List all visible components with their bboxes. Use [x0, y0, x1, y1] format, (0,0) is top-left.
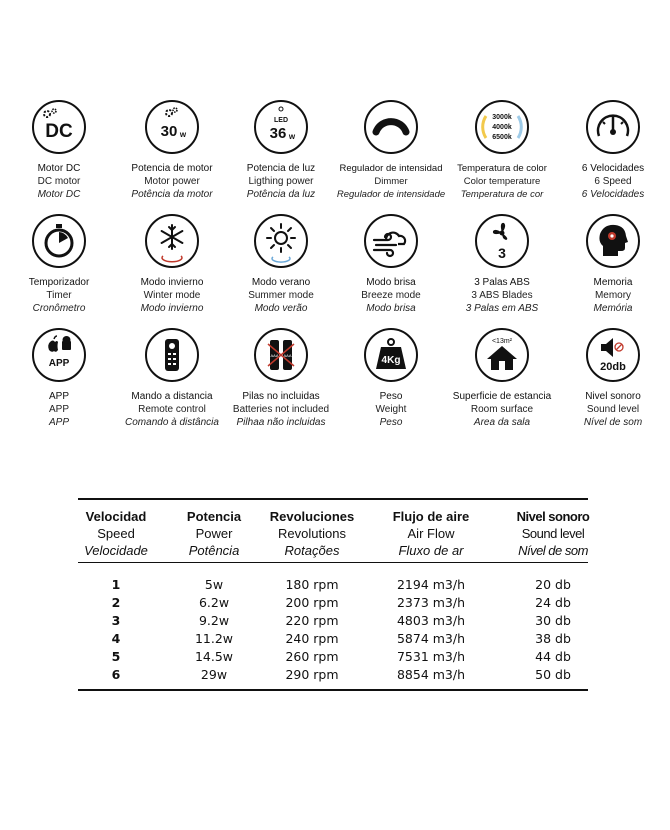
feature-english: Remote control [138, 404, 206, 415]
table-top-rule [78, 498, 588, 500]
feature-title: Potencia de motor [131, 163, 213, 174]
svg-text:36: 36 [269, 125, 287, 142]
cell-sound-level: 24 db [535, 595, 571, 610]
table-bottom-rule [78, 689, 588, 691]
feature-title: Nivel sonoro [585, 391, 641, 402]
header-power: Potencia Power Potência [186, 509, 242, 558]
svg-text:AAA: AAA [283, 353, 292, 358]
dc-motor-icon [32, 100, 86, 154]
weight-icon [364, 328, 418, 382]
cell-sound-level: 38 db [535, 631, 571, 646]
feature-portuguese: Memória [593, 303, 633, 314]
table-row [78, 594, 588, 612]
table-header-rule [78, 562, 588, 563]
svg-text:w: w [288, 132, 296, 141]
cell-speed: 5 [111, 649, 121, 664]
cell-speed: 1 [111, 577, 121, 592]
feature-english: Breeze mode [361, 290, 421, 301]
feature-sound-level [551, 328, 670, 429]
room-surface-icon [475, 328, 529, 382]
feature-title: Memoria [593, 277, 633, 288]
timer-icon [32, 214, 86, 268]
feature-title: Modo invierno [140, 277, 204, 288]
feature-batteries [219, 328, 343, 429]
table-row [78, 612, 588, 630]
feature-english: Ligthing power [248, 176, 314, 187]
table-body [78, 576, 588, 684]
feature-portuguese: Potência da luz [246, 189, 316, 200]
feature-app [0, 328, 121, 429]
feature-title: Superficie de estancia [452, 391, 552, 402]
cell-revolutions: 290 rpm [285, 667, 339, 682]
feature-remote-control [110, 328, 234, 429]
remote-control-icon [145, 328, 199, 382]
svg-text:30: 30 [160, 123, 178, 140]
feature-english: Motor power [144, 176, 200, 187]
feature-portuguese: Nível de som [583, 417, 643, 428]
cell-power: 11.2w [194, 631, 234, 646]
app-icon [32, 328, 86, 382]
feature-row [0, 100, 670, 220]
feature-english: APP [48, 404, 69, 415]
cell-power: 29w [200, 667, 228, 682]
cell-power: 5w [204, 577, 224, 592]
cell-air-flow: 7531 m3/h [396, 649, 466, 664]
feature-english: Winter mode [143, 290, 201, 301]
cell-power: 6.2w [198, 595, 230, 610]
feature-english: Summer mode [248, 290, 314, 301]
feature-english: 3 ABS Blades [471, 290, 533, 301]
feature-title: Mando a distancia [131, 391, 213, 402]
feature-portuguese: Motor DC [37, 189, 81, 200]
cell-speed: 4 [111, 631, 121, 646]
cell-power: 14.5w [194, 649, 234, 664]
feature-title: Peso [379, 391, 403, 402]
feature-portuguese: Comando à distância [125, 417, 219, 428]
feature-motor-power [110, 100, 234, 201]
header-air-flow: Flujo de aire Air Flow Fluxo de ar [392, 509, 470, 558]
cell-air-flow: 2373 m3/h [396, 595, 466, 610]
feature-title: 3 Palas ABS [474, 277, 530, 288]
feature-title: 6 Velocidades [581, 163, 645, 174]
svg-text:DC: DC [45, 121, 73, 142]
cell-revolutions: 260 rpm [285, 649, 339, 664]
table-row [78, 576, 588, 594]
cell-sound-level: 44 db [535, 649, 571, 664]
feature-summer-mode [219, 214, 343, 315]
feature-portuguese: Peso [379, 417, 403, 428]
winter-snowflake-icon [145, 214, 199, 268]
table-row [78, 630, 588, 648]
feature-english: DC motor [37, 176, 81, 187]
feature-portuguese: Area da sala [473, 417, 531, 428]
feature-english: Batteries not included [232, 404, 330, 415]
sound-level-icon [586, 328, 640, 382]
header-revolutions: Revoluciones Revolutions Rotações [269, 509, 355, 558]
feature-english: Dimmer [374, 176, 408, 187]
feature-row [0, 328, 670, 448]
cell-revolutions: 220 rpm [285, 613, 339, 628]
cell-speed: 3 [111, 613, 121, 628]
table-row [78, 648, 588, 666]
header-speed: Velocidad Speed Velocidade [84, 509, 148, 558]
header-sound-level: Nivel sonoro Sound level Nível de som [516, 509, 590, 558]
cell-revolutions: 200 rpm [285, 595, 339, 610]
feature-portuguese: Cronômetro [32, 303, 86, 314]
feature-color-temperature [440, 100, 564, 201]
svg-text:4Kg: 4Kg [381, 355, 401, 366]
dimmer-icon [364, 100, 418, 154]
feature-dc-motor [0, 100, 121, 201]
feature-portuguese: Modo invierno [140, 303, 204, 314]
color-temperature-icon [475, 100, 529, 154]
feature-speeds [551, 100, 670, 201]
feature-english: Memory [594, 290, 632, 301]
feature-english: Timer [46, 290, 72, 301]
feature-three-blades [440, 214, 564, 315]
feature-title: Modo verano [251, 277, 311, 288]
feature-title: Potencia de luz [246, 163, 316, 174]
three-blades-icon [475, 214, 529, 268]
feature-breeze-mode [329, 214, 453, 315]
svg-text:LED: LED [274, 117, 288, 124]
cell-air-flow: 4803 m3/h [396, 613, 466, 628]
table-row [78, 666, 588, 684]
cell-power: 9.2w [198, 613, 230, 628]
feature-english: Sound level [586, 404, 640, 415]
cell-sound-level: 20 db [535, 577, 571, 592]
feature-portuguese: Potência da motor [131, 189, 213, 200]
feature-portuguese: APP [48, 417, 69, 428]
svg-text:<13m²: <13m² [491, 338, 513, 345]
motor-power-icon [145, 100, 199, 154]
cell-speed: 6 [111, 667, 121, 682]
feature-portuguese: Modo verão [254, 303, 308, 314]
summer-sun-icon [254, 214, 308, 268]
svg-text:4000k: 4000k [492, 124, 512, 131]
feature-title: Temporizador [28, 277, 90, 288]
cell-sound-level: 50 db [535, 667, 571, 682]
feature-winter-mode [110, 214, 234, 315]
feature-portuguese: Pilhaa não incluidas [236, 417, 326, 428]
feature-title: Temperatura de color [457, 163, 547, 174]
svg-text:w: w [179, 130, 187, 139]
cell-air-flow: 8854 m3/h [396, 667, 466, 682]
feature-dimmer [329, 100, 453, 201]
cell-speed: 2 [111, 595, 121, 610]
feature-portuguese: 6 Velocidades [581, 189, 645, 200]
feature-title: Pilas no incluidas [242, 391, 320, 402]
feature-row [0, 214, 670, 334]
feature-english: 6 Speed [594, 176, 632, 187]
feature-title: APP [48, 391, 69, 402]
feature-title: Modo brisa [366, 277, 416, 288]
feature-weight [329, 328, 453, 429]
memory-head-icon [586, 214, 640, 268]
feature-light-power [219, 100, 343, 201]
batteries-not-included-icon [254, 328, 308, 382]
feature-portuguese: Modo brisa [366, 303, 416, 314]
svg-text:6500k: 6500k [492, 134, 512, 141]
cell-sound-level: 30 db [535, 613, 571, 628]
feature-portuguese: Temperatura de cor [460, 189, 544, 200]
light-power-icon [254, 100, 308, 154]
cell-air-flow: 5874 m3/h [396, 631, 466, 646]
svg-text:APP: APP [48, 358, 70, 369]
feature-english: Room surface [470, 404, 534, 415]
svg-text:3000k: 3000k [492, 114, 512, 121]
cell-air-flow: 2194 m3/h [396, 577, 466, 592]
feature-title: Motor DC [37, 163, 81, 174]
svg-text:3: 3 [498, 245, 506, 261]
feature-english: Weight [375, 404, 407, 415]
cell-revolutions: 180 rpm [285, 577, 339, 592]
feature-timer [0, 214, 121, 315]
feature-title: Regulador de intensidad [339, 163, 443, 174]
feature-memory [551, 214, 670, 315]
svg-text:20db: 20db [600, 361, 626, 373]
speedometer-icon [586, 100, 640, 154]
feature-portuguese: 3 Palas em ABS [465, 303, 539, 314]
feature-portuguese: Regulador de intensidade [336, 189, 446, 200]
feature-english: Color temperature [463, 176, 541, 187]
cell-revolutions: 240 rpm [285, 631, 339, 646]
breeze-wind-icon [364, 214, 418, 268]
feature-room-surface [440, 328, 564, 429]
svg-text:AAA: AAA [270, 353, 279, 358]
